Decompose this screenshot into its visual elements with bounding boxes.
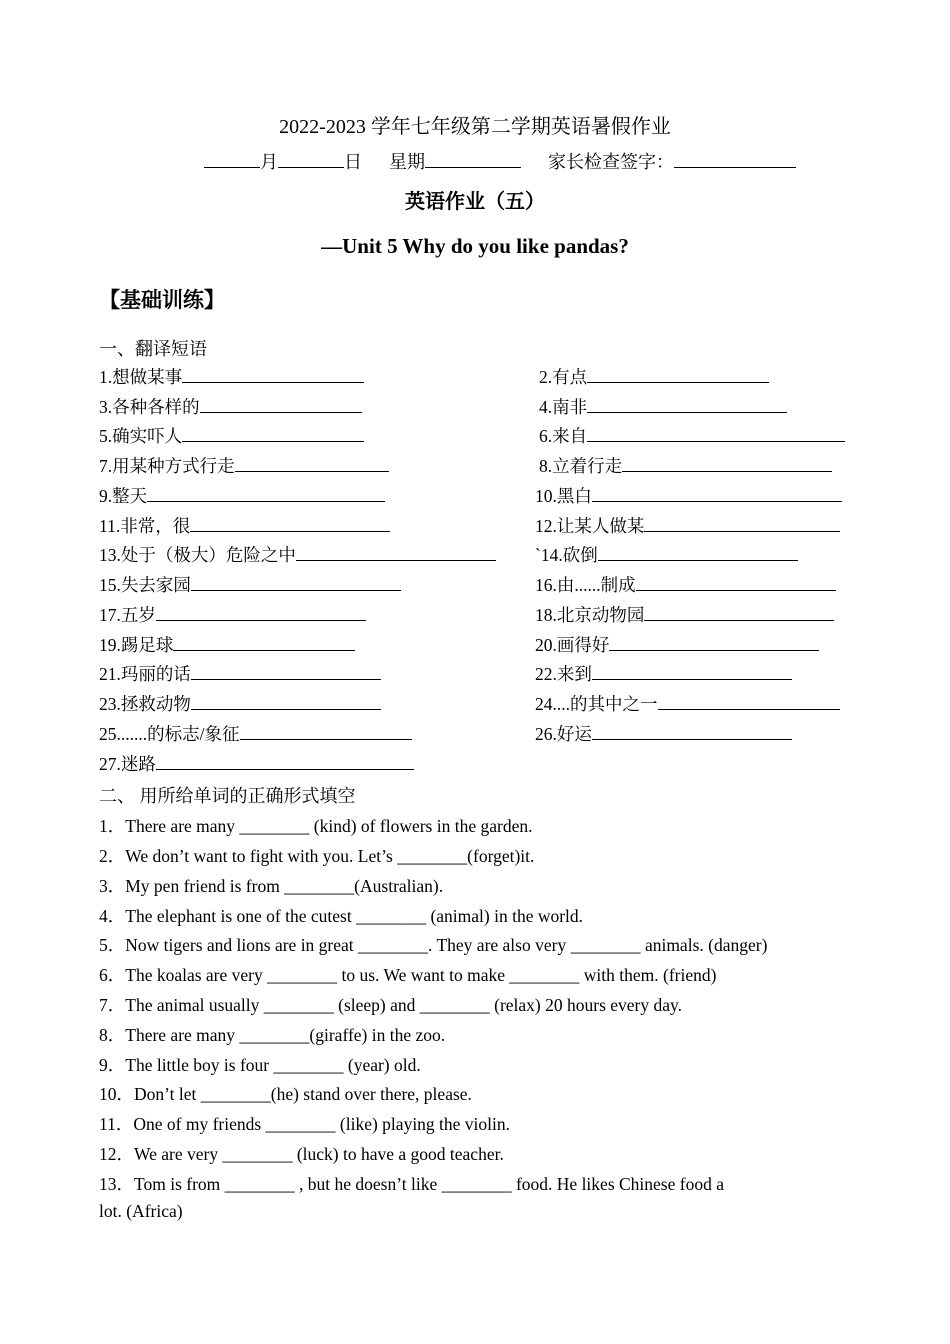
phrase-item: 23.拯救动物 (99, 691, 381, 716)
answer-blank[interactable] (609, 634, 819, 651)
phrase-item: 3.各种各样的 (99, 394, 362, 419)
phrase-item: 8.立着行走 (539, 453, 832, 478)
answer-blank[interactable] (587, 396, 787, 413)
phrase-item: 2.有点 (539, 364, 769, 389)
answer-blank[interactable] (147, 485, 385, 502)
part2-heading: 二、 用所给单词的正确形式填空 (99, 786, 356, 806)
weekday-blank[interactable] (425, 149, 521, 168)
answer-blank[interactable] (658, 693, 840, 710)
answer-blank[interactable] (296, 544, 496, 561)
answer-blank[interactable] (156, 604, 366, 621)
exercise-item: 12．We are very ________ (luck) to have a good teacher. (99, 1144, 504, 1164)
answer-blank[interactable] (622, 455, 832, 472)
phrase-item: 1.想做某事 (99, 364, 364, 389)
unit-title: —Unit 5 Why do you like pandas? (321, 234, 629, 258)
phrase-item: 13.处于（极大）危险之中 (99, 542, 496, 567)
phrase-item: 9.整天 (99, 483, 385, 508)
exercise-item: 8．There are many ________(giraffe) in the zoo. (99, 1025, 446, 1045)
exercise-item: 6．The koalas are very ________ to us. We want to make ________ with them. (friend) (99, 965, 717, 985)
answer-blank[interactable] (190, 515, 390, 532)
answer-blank[interactable] (240, 723, 412, 740)
phrase-item: 16.由......制成 (535, 572, 836, 597)
answer-blank[interactable] (182, 425, 364, 442)
answer-blank[interactable] (644, 515, 840, 532)
phrase-item: 21.玛丽的话 (99, 661, 381, 686)
exercise-item: 7．The animal usually ________ (sleep) and ________ (relax) 20 hours every day. (99, 995, 683, 1015)
phrase-item: 22.来到 (535, 661, 792, 686)
exercise-item: 5．Now tigers and lions are in great ________. They are also very ________ animals. (danger) (99, 935, 768, 955)
phrase-item: 20.画得好 (535, 632, 819, 657)
answer-blank[interactable] (200, 396, 362, 413)
answer-blank[interactable] (173, 634, 355, 651)
exercise-item: 2．We don’t want to fight with you. Let’s ________(forget)it. (99, 846, 535, 866)
phrase-item: 17.五岁 (99, 602, 366, 627)
day-blank[interactable] (278, 149, 344, 168)
phrase-item: 11.非常，很 (99, 513, 390, 538)
exercise-item: 4．The elephant is one of the cutest ________ (animal) in the world. (99, 906, 584, 926)
answer-blank[interactable] (636, 574, 836, 591)
answer-blank[interactable] (587, 366, 769, 383)
phrase-item: 19.踢足球 (99, 632, 355, 657)
phrase-item: 25.......的标志/象征 (99, 721, 412, 746)
answer-blank[interactable] (182, 366, 364, 383)
phrase-item: 12.让某人做某 (535, 513, 840, 538)
homework-subtitle: 英语作业（五） (405, 189, 545, 213)
answer-blank[interactable] (156, 753, 414, 770)
answer-blank[interactable] (592, 723, 792, 740)
answer-blank[interactable] (598, 544, 798, 561)
answer-blank[interactable] (644, 604, 834, 621)
exercise-item: 11．One of my friends ________ (like) playing the violin. (99, 1114, 511, 1134)
parent-sign-blank[interactable] (674, 149, 796, 168)
phrase-item: 27.迷路 (99, 751, 414, 776)
answer-blank[interactable] (235, 455, 389, 472)
exercise-item: 10．Don’t let ________(he) stand over there, please. (99, 1084, 472, 1104)
date-line (204, 148, 796, 174)
phrase-item: 26.好运 (535, 721, 792, 746)
answer-blank[interactable] (191, 663, 381, 680)
exercise-item: 13．Tom is from ________ , but he doesn’t like ________ food. He likes Chinese food a (99, 1174, 724, 1194)
exercise-item: 1．There are many ________ (kind) of flowers in the garden. (99, 816, 533, 836)
answer-blank[interactable] (592, 663, 792, 680)
month-blank[interactable] (204, 149, 260, 168)
answer-blank[interactable] (191, 693, 381, 710)
answer-blank[interactable] (191, 574, 401, 591)
part1-heading: 一、翻译短语 (99, 339, 207, 359)
exercise-item-continuation: lot. (Africa) (99, 1201, 183, 1221)
phrase-item: 18.北京动物园 (535, 602, 834, 627)
worksheet-title: 2022-2023 学年七年级第二学期英语暑假作业 (279, 116, 671, 138)
phrase-item: 6.来自 (539, 423, 845, 448)
answer-blank[interactable] (592, 485, 842, 502)
exercise-item: 9．The little boy is four ________ (year) old. (99, 1055, 421, 1075)
exercise-item: 3．My pen friend is from ________(Australian). (99, 876, 444, 896)
phrase-item: `14.砍倒 (535, 542, 798, 567)
month-label: 月 (260, 152, 278, 172)
phrase-item: 15.失去家园 (99, 572, 401, 597)
answer-blank[interactable] (587, 425, 845, 442)
day-label: 日 (344, 152, 362, 172)
phrase-item: 10.黑白 (535, 483, 842, 508)
phrase-item: 5.确实吓人 (99, 423, 364, 448)
phrase-item: 4.南非 (539, 394, 787, 419)
phrase-item: 24....的其中之一 (535, 691, 840, 716)
parent-sign-label: 家长检查签字： (548, 152, 674, 172)
section-title: 【基础训练】 (99, 288, 225, 312)
weekday-label: 星期 (389, 152, 425, 172)
phrase-item: 7.用某种方式行走 (99, 453, 389, 478)
